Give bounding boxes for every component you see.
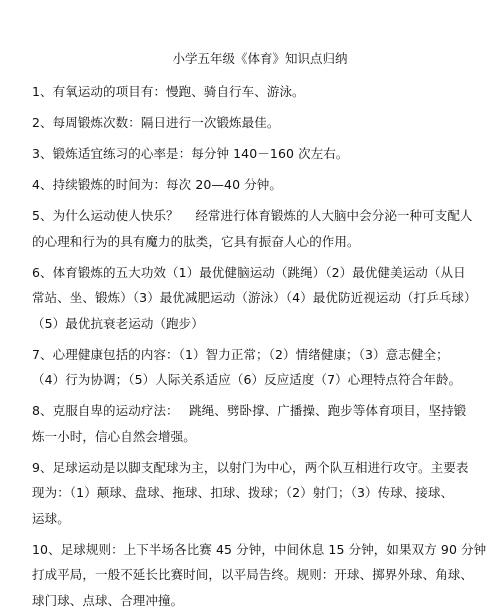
document-title: 小学五年级《体育》知识点归纳 bbox=[0, 50, 500, 68]
list-item bbox=[32, 141, 488, 167]
paragraph-line: 7、心理健康包括的内容：（1）智力正常；（2）情绪健康；（3）意志健全； bbox=[32, 342, 488, 368]
paragraph-line: 球门球、点球、合理冲撞。 bbox=[32, 588, 488, 613]
paragraph-line: 5、为什么运动使人快乐？ 经常进行体育锻炼的人大脑中会分泌一种可支配人 bbox=[32, 203, 488, 229]
paragraph-line: 2、每周锻炼次数：隔日进行一次锻炼最佳。 bbox=[32, 110, 488, 136]
paragraph-line: 3、锻炼适宜练习的心率是：每分钟 140－160 次左右。 bbox=[32, 141, 488, 167]
list-item bbox=[32, 260, 488, 337]
list-item bbox=[32, 398, 488, 449]
list-item bbox=[32, 79, 488, 105]
paragraph-line: 运球。 bbox=[32, 506, 488, 532]
paragraph-line: 10、足球规则：上下半场各比赛 45 分钟，中间休息 15 分钟，如果双方 90 分钟 bbox=[32, 537, 488, 563]
document-body bbox=[32, 79, 488, 613]
paragraph-line: 6、体育锻炼的五大功效（1）最优健脑运动（跳绳）（2）最优健美运动（从日 bbox=[32, 260, 488, 286]
paragraph-line: 1、有氧运动的项目有：慢跑、骑自行车、游泳。 bbox=[32, 79, 488, 105]
paragraph-line: 现为：（1）颠球、盘球、拖球、扣球、拨球；（2）射门；（3）传球、接球、 bbox=[32, 480, 488, 506]
paragraph-line: 8、克服自卑的运动疗法： 跳绳、劈卧撑、广播操、跑步等体育项目，坚持锻 bbox=[32, 398, 488, 424]
list-item bbox=[32, 203, 488, 254]
list-item bbox=[32, 537, 488, 613]
paragraph-line: 打成平局，一般不延长比赛时间，以平局告终。规则：开球、掷界外球、角球、 bbox=[32, 562, 488, 588]
paragraph-line: 的心理和行为的具有魔力的肽类，它具有振奋人心的作用。 bbox=[32, 229, 488, 255]
paragraph-line: 9、足球运动是以脚支配球为主，以射门为中心，两个队互相进行攻守。主要表 bbox=[32, 455, 488, 481]
paragraph-line: （4）行为协调；（5）人际关系适应（6）反应适度（7）心理特点符合年龄。 bbox=[32, 367, 488, 393]
list-item bbox=[32, 172, 488, 198]
list-item bbox=[32, 455, 488, 532]
list-item bbox=[32, 110, 488, 136]
paragraph-line: 4、持续锻炼的时间为：每次 20—40 分钟。 bbox=[32, 172, 488, 198]
paragraph-line: 炼一小时，信心自然会增强。 bbox=[32, 424, 488, 450]
paragraph-line: （5）最优抗衰老运动（跑步） bbox=[32, 311, 488, 337]
paragraph-line: 常站、坐、锻炼）（3）最优减肥运动（游泳）（4）最优防近视运动（打乒乓球） bbox=[32, 285, 488, 311]
list-item bbox=[32, 342, 488, 393]
